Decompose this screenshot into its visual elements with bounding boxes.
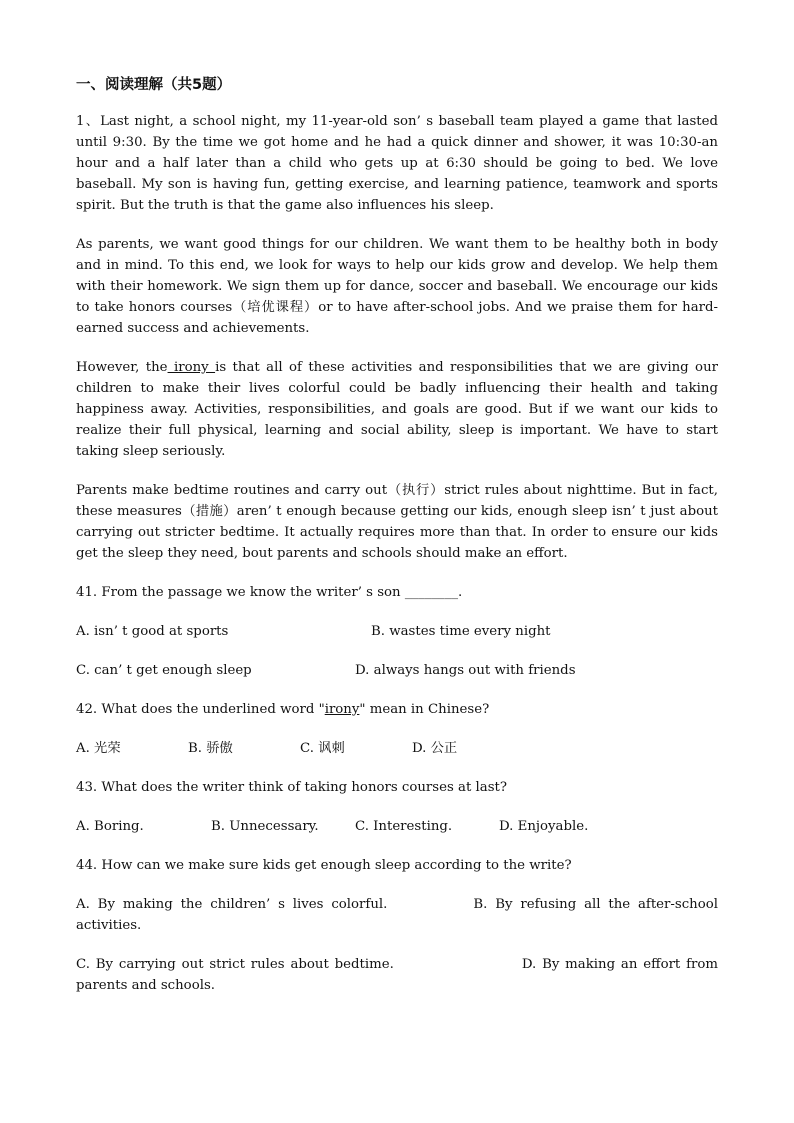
question-44-stem: 44. How can we make sure kids get enough sleep according to the write? [76,858,572,873]
option-44-a[interactable]: A. By making the children’ s lives colorful. [76,897,388,912]
passage-paragraph-4: Parents make bedtime routines and carry out（执行）strict rules about nighttime. But in fact, these measures（措施）aren’ t enough because getting our kids, enough sleep isn’ t just about carrying out stricter bedtime. It actually requires more than that. In order to ensure our kids get the sleep they need, bout parents and schools should make an effort. [76,483,718,561]
question-44-options-row-2 [76,954,718,996]
passage-paragraph-2: As parents, we want good things for our children. We want them to be healthy both in body and in mind. To this end, we look for ways to help our kids grow and develop. We help them with their homework. We sign them up for dance, soccer and baseball. We encourage our kids to take honors courses（培优课程）or to have after-school jobs. And we praise them for hard-earned success and achievements. [76,237,718,336]
option-41-c[interactable]: C. can’ t get enough sleep [76,663,252,678]
question-42-stem [76,699,718,720]
option-44-c[interactable]: C. By carrying out strict rules about bedtime. [76,957,394,972]
question-42-stem-tail: " mean in Chinese? [359,702,490,717]
option-44-b[interactable]: B. By refusing all the after-school activities. [76,897,718,933]
section-title: 一、阅读理解（共5题） [76,77,232,93]
underlined-word-irony: irony [167,360,216,375]
question-42-underlined-word: irony [324,702,360,717]
question-43-options [76,816,718,837]
passage-paragraph-1: 1、Last night, a school night, my 11-year-old son’ s baseball team played a game that lasted until 9:30. By the time we got home and he had a quick dinner and shower, it was 10:30-an hour and a half later than a child who gets up at 6:30 should be going to bed. We love baseball. My son is having fun, getting exercise, and learning patience, teamwork and sports spirit. But the truth is that the game also influences his sleep. [76,114,718,213]
question-44-options-row-1 [76,894,718,936]
passage-paragraph-3 [76,357,718,462]
option-42-d[interactable]: D. 公正 [412,741,458,756]
option-43-b[interactable]: B. Unnecessary. [211,819,319,834]
option-43-d[interactable]: D. Enjoyable. [499,819,589,834]
paragraph-3-rest: is that all of these activities and responsibilities that we are giving our children to make their lives colorful could be badly influencing their health and taking happiness away. Activities, responsibilities, and goals are good. But if we want our kids to realize their full physical, learning and social ability, sleep is important. We have to start taking sleep seriously. [76,360,718,459]
question-41-stem: 41. From the passage we know the writer’ s son ________. [76,585,463,600]
question-41-options-row-1 [76,621,718,642]
question-41-options-row-2 [76,660,718,681]
paragraph-3-lead: However, the [76,360,168,375]
question-42-options [76,738,718,759]
question-42-stem-lead: 42. What does the underlined word " [76,702,325,717]
option-44-d[interactable]: D. By making an effort from parents and schools. [76,957,718,993]
option-42-c[interactable]: C. 讽刺 [300,741,345,756]
option-43-c[interactable]: C. Interesting. [355,819,453,834]
option-41-a[interactable]: A. isn’ t good at sports [76,624,229,639]
option-42-a[interactable]: A. 光荣 [76,741,121,756]
document-page [76,72,718,1014]
option-42-b[interactable]: B. 骄傲 [188,741,233,756]
option-41-b[interactable]: B. wastes time every night [371,624,551,639]
option-41-d[interactable]: D. always hangs out with friends [355,663,576,678]
question-43-stem: 43. What does the writer think of taking honors courses at last? [76,780,508,795]
option-43-a[interactable]: A. Boring. [76,819,144,834]
